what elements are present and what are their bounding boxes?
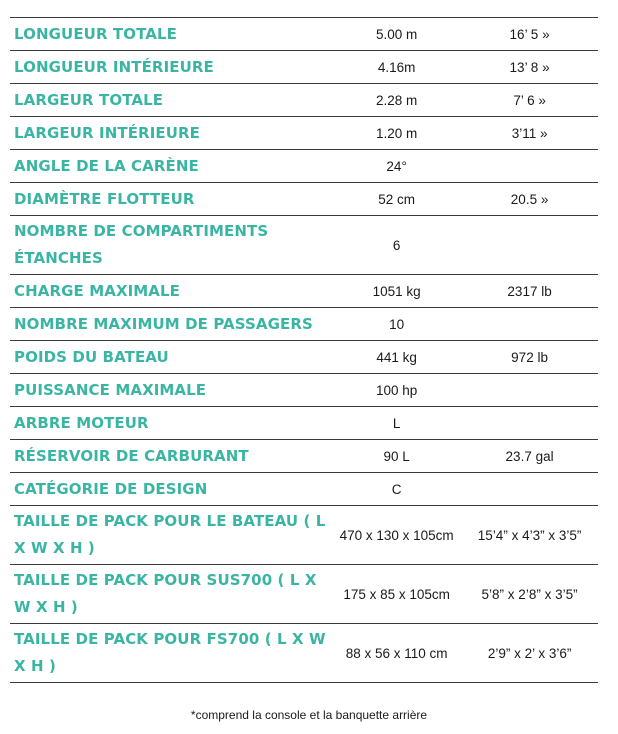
spec-row-compartiments	[10, 216, 598, 275]
spec-metric-value: 24°	[332, 150, 461, 183]
spec-imperial-value: 2317 lb	[461, 275, 598, 308]
spec-imperial-value: 2’9” x 2’ x 3’6”	[461, 624, 598, 683]
spec-imperial-value	[461, 150, 598, 183]
spec-imperial-value: 5’8” x 2’8” x 3’5”	[461, 565, 598, 624]
spec-label: LONGUEUR TOTALE	[10, 18, 332, 51]
spec-imperial-value: 7’ 6 »	[461, 84, 598, 117]
spec-imperial-value: 23.7 gal	[461, 440, 598, 473]
spec-imperial-value: 15’4” x 4’3” x 3’5”	[461, 506, 598, 565]
spec-label: LARGEUR TOTALE	[10, 84, 332, 117]
footnote: *comprend la console et la banquette arrière	[190, 708, 428, 722]
spec-metric-value: C	[332, 473, 461, 506]
spec-row-largeur-interieure	[10, 117, 598, 150]
spec-row-arbre-moteur	[10, 407, 598, 440]
spec-label: CATÉGORIE DE DESIGN	[10, 473, 332, 506]
spec-row-pack-fs700	[10, 624, 598, 683]
spec-metric-value: 88 x 56 x 110 cm	[332, 624, 461, 683]
spec-row-pack-bateau	[10, 506, 598, 565]
spec-label: CHARGE MAXIMALE	[10, 275, 332, 308]
spec-metric-value: 10	[332, 308, 461, 341]
spec-label: TAILLE DE PACK POUR LE BATEAU ( L X W X H )	[10, 506, 332, 565]
spec-metric-value: 1051 kg	[332, 275, 461, 308]
spec-metric-value: 90 L	[332, 440, 461, 473]
spec-metric-value: 175 x 85 x 105cm	[332, 565, 461, 624]
spec-row-diametre-flotteur	[10, 183, 598, 216]
spec-row-longueur-totale	[10, 18, 598, 51]
spec-label: ARBRE MOTEUR	[10, 407, 332, 440]
spec-metric-value: 2.28 m	[332, 84, 461, 117]
spec-label: NOMBRE MAXIMUM DE PASSAGERS	[10, 308, 332, 341]
spec-metric-value: 5.00 m	[332, 18, 461, 51]
spec-label: NOMBRE DE COMPARTIMENTS ÉTANCHES	[10, 216, 332, 275]
spec-label: DIAMÈTRE FLOTTEUR	[10, 183, 332, 216]
spec-label: POIDS DU BATEAU	[10, 341, 332, 374]
spec-imperial-value: 20.5 »	[461, 183, 598, 216]
spec-metric-value: 6	[332, 216, 461, 275]
spec-imperial-value	[461, 473, 598, 506]
spec-metric-value: 470 x 130 x 105cm	[332, 506, 461, 565]
spec-imperial-value: 3’11 »	[461, 117, 598, 150]
spec-metric-value: 1.20 m	[332, 117, 461, 150]
spec-imperial-value	[461, 407, 598, 440]
spec-metric-value: 100 hp	[332, 374, 461, 407]
spec-label: PUISSANCE MAXIMALE	[10, 374, 332, 407]
specifications-table	[10, 17, 598, 683]
spec-row-passagers	[10, 308, 598, 341]
spec-metric-value: 4.16m	[332, 51, 461, 84]
spec-label: LARGEUR INTÉRIEURE	[10, 117, 332, 150]
spec-imperial-value	[461, 374, 598, 407]
spec-label: TAILLE DE PACK POUR SUS700 ( L X W X H )	[10, 565, 332, 624]
spec-row-charge-maximale	[10, 275, 598, 308]
spec-row-reservoir	[10, 440, 598, 473]
spec-imperial-value: 13’ 8 »	[461, 51, 598, 84]
spec-row-angle-carene	[10, 150, 598, 183]
spec-row-largeur-totale	[10, 84, 598, 117]
spec-metric-value: L	[332, 407, 461, 440]
spec-imperial-value: 16’ 5 »	[461, 18, 598, 51]
spec-row-longueur-interieure	[10, 51, 598, 84]
spec-metric-value: 52 cm	[332, 183, 461, 216]
spec-imperial-value	[461, 216, 598, 275]
spec-label: ANGLE DE LA CARÈNE	[10, 150, 332, 183]
spec-row-poids-bateau	[10, 341, 598, 374]
spec-row-categorie	[10, 473, 598, 506]
spec-label: RÉSERVOIR DE CARBURANT	[10, 440, 332, 473]
spec-label: LONGUEUR INTÉRIEURE	[10, 51, 332, 84]
spec-row-puissance	[10, 374, 598, 407]
spec-metric-value: 441 kg	[332, 341, 461, 374]
spec-imperial-value	[461, 308, 598, 341]
spec-label: TAILLE DE PACK POUR FS700 ( L X W X H )	[10, 624, 332, 683]
spec-row-pack-sus700	[10, 565, 598, 624]
spec-imperial-value: 972 lb	[461, 341, 598, 374]
